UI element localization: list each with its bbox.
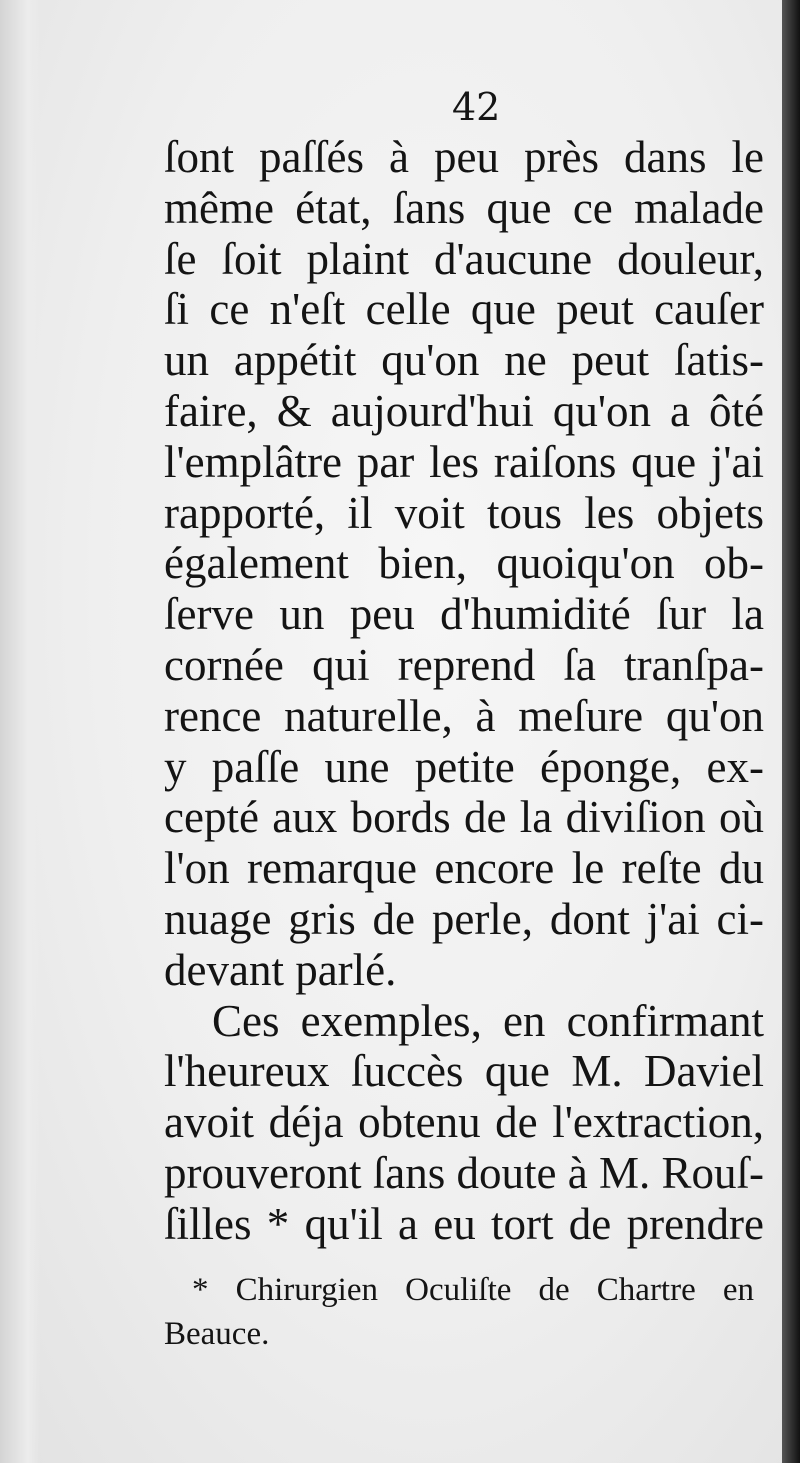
footnote-line: * Chirurgien Oculiſte de Chartre en: [192, 1272, 754, 1308]
text-line: cornée qui reprend ſa tranſpa-: [164, 639, 764, 690]
text-line: cepté aux bords de la diviſion où: [164, 792, 764, 843]
body-text: [164, 132, 764, 1250]
text-line: rapporté, il voit tous les objets: [164, 487, 764, 538]
page-number: 42: [452, 85, 501, 129]
paragraph-start-line: Ces exemples, en confirmant: [212, 995, 764, 1046]
page-gutter-shadow: [0, 0, 40, 1463]
text-line: avoit déja obtenu de l'extraction,: [164, 1097, 764, 1148]
text-line: ſi ce n'eſt celle que peut cauſer: [164, 284, 764, 335]
text-line: l'heureux ſuccès que M. Daviel: [164, 1046, 764, 1097]
footnote-line: Beauce.: [164, 1316, 270, 1352]
footnote: [164, 1268, 754, 1356]
text-line: l'emplâtre par les raiſons que j'ai: [164, 436, 764, 487]
text-line: un appétit qu'on ne peut ſatis-: [164, 335, 764, 386]
text-line: l'on remarque encore le reſte du: [164, 843, 764, 894]
text-line: même état, ſans que ce malade: [164, 182, 764, 233]
page-edge-shadow: [782, 0, 800, 1463]
text-line: prouveront ſans doute à M. Rouſ-: [164, 1147, 764, 1198]
text-line: y paſſe une petite éponge, ex-: [164, 741, 764, 792]
text-line: rence naturelle, à meſure qu'on: [164, 690, 764, 741]
text-line: ſilles * qu'il a eu tort de prendre: [164, 1198, 764, 1249]
text-line: ſont paſſés à peu près dans le: [164, 132, 764, 182]
text-line: nuage gris de perle, dont j'ai ci-: [164, 893, 764, 944]
text-line: faire, & aujourd'hui qu'on a ôté: [164, 385, 764, 436]
text-line: également bien, quoiqu'on ob-: [164, 538, 764, 589]
text-line: ſerve un peu d'humidité ſur la: [164, 589, 764, 640]
text-line: ſe ſoit plaint d'aucune douleur,: [164, 233, 764, 284]
text-line: devant parlé.: [164, 944, 397, 995]
